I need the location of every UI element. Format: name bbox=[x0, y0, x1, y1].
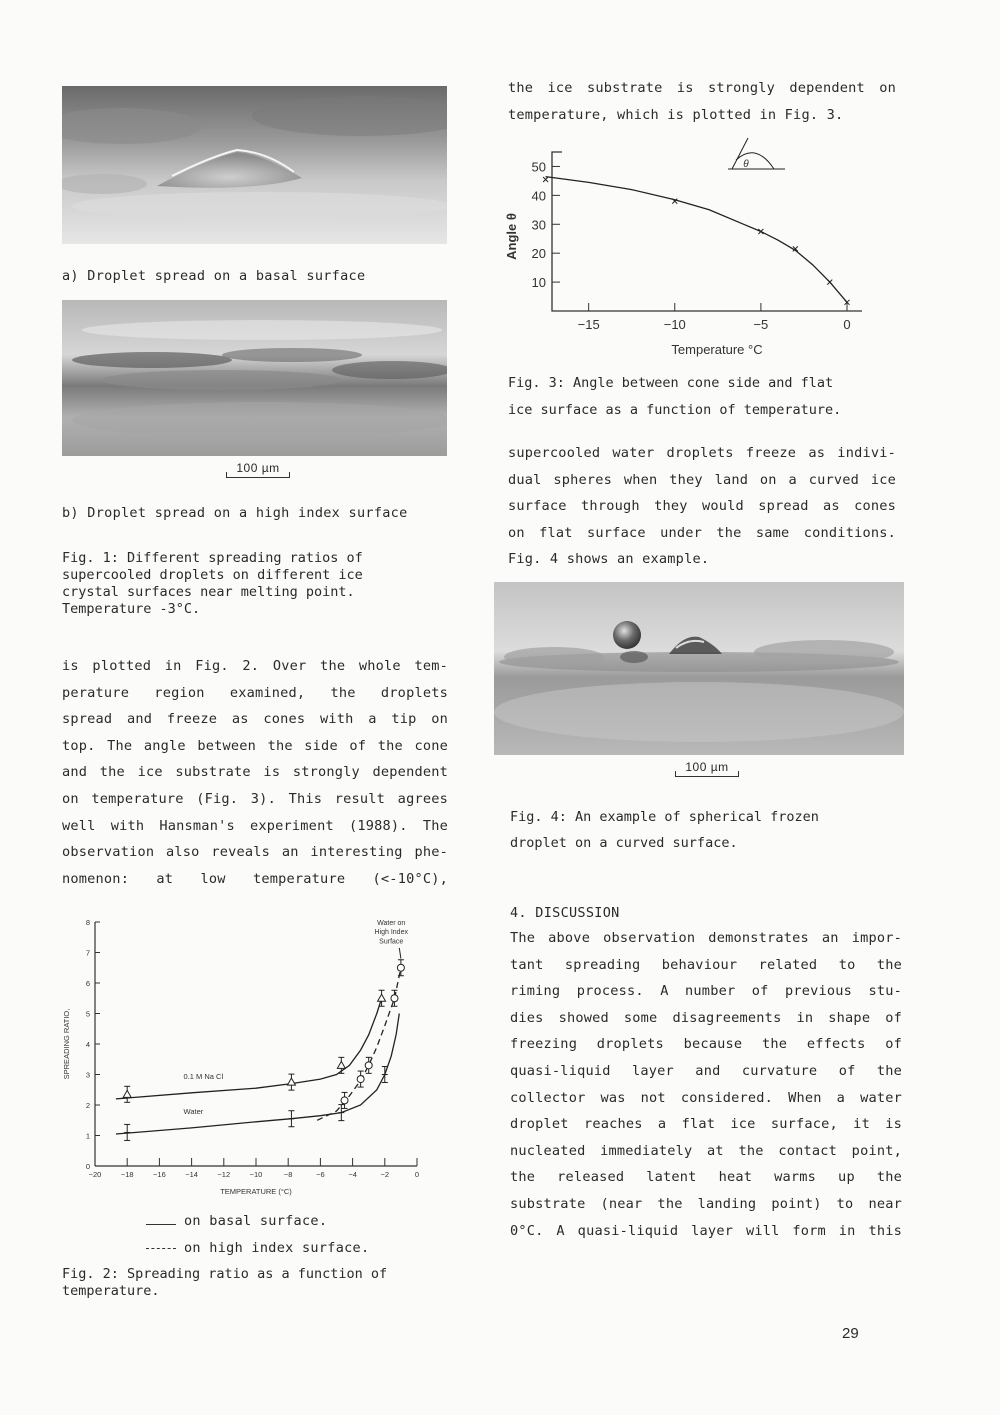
fig2-x-tick-label: −2 bbox=[380, 1170, 390, 1179]
fig2-x-tick-label: −10 bbox=[249, 1170, 263, 1179]
fig2-point-circle bbox=[357, 1076, 364, 1083]
fig2-annotation: Water bbox=[183, 1107, 204, 1117]
fig4-caption bbox=[510, 804, 900, 856]
fig2-annotation: 0.1 M Na Cl bbox=[183, 1072, 224, 1082]
text-line: The above observation demonstrates an impor- bbox=[510, 930, 902, 946]
fig2-x-tick-label: 0 bbox=[414, 1170, 420, 1179]
fig1-caption-line: supercooled droplets on different ice bbox=[62, 567, 363, 583]
fig3-inset-arc bbox=[736, 153, 774, 169]
legend-basal-label: on basal surface. bbox=[184, 1213, 328, 1229]
text-line: dies showed some disagreements in shape of bbox=[510, 1009, 902, 1026]
fig4-scale-label: 100 µm bbox=[685, 760, 729, 774]
fig4-photo bbox=[494, 582, 904, 755]
fig3-chart bbox=[500, 130, 880, 365]
fig2-annotation: Surface bbox=[379, 938, 404, 946]
fig2-x-tick-label: −12 bbox=[217, 1170, 231, 1179]
text-line: and the ice substrate is strongly dependent bbox=[62, 764, 448, 781]
fig1-scale-bar bbox=[226, 461, 290, 481]
fig3-series-line bbox=[546, 177, 847, 303]
fig3-axes bbox=[552, 152, 862, 311]
fig3-y-tick-label: 10 bbox=[531, 275, 546, 291]
discussion-text bbox=[510, 925, 902, 1244]
text-line: nucleated immediately at the contact point, bbox=[510, 1142, 902, 1159]
text-line: surface through they would spread as cones bbox=[508, 498, 896, 515]
fig2-point-triangle bbox=[123, 1090, 131, 1097]
fig1a-caption: a) Droplet spread on a basal surface bbox=[62, 268, 366, 284]
fig2-chart bbox=[55, 910, 450, 1205]
text-line: temperature, which is plotted in Fig. 3. bbox=[508, 106, 844, 123]
text-line: is plotted in Fig. 2. Over the whole tem- bbox=[62, 658, 448, 674]
fig2-y-tick-label: 1 bbox=[85, 1131, 90, 1141]
fig2-y-tick-label: 4 bbox=[85, 1040, 90, 1049]
text-line: droplet reaches a flat ice surface, it is bbox=[510, 1116, 902, 1133]
fig1-caption-line: Temperature -3°C. bbox=[62, 601, 201, 617]
fig3-x-label: Temperature °C bbox=[671, 342, 763, 357]
right-mid-text bbox=[508, 440, 896, 573]
fig4-scale-bar bbox=[675, 760, 739, 780]
fig2-y-tick-label: 7 bbox=[85, 948, 90, 958]
page-number: 29 bbox=[842, 1325, 859, 1342]
fig2-y-tick-label: 2 bbox=[85, 1101, 90, 1110]
text-line: substrate (near the landing point) to near bbox=[510, 1195, 902, 1212]
fig3-y-tick-label: 50 bbox=[531, 159, 546, 175]
fig2-y-tick-label: 6 bbox=[85, 979, 90, 988]
legend-high-label: on high index surface. bbox=[184, 1240, 370, 1256]
fig1-caption-line: crystal surfaces near melting point. bbox=[62, 584, 355, 600]
right-top-text bbox=[508, 75, 896, 128]
fig2-x-tick-label: −4 bbox=[348, 1170, 357, 1179]
fig3-y-tick-label: 40 bbox=[531, 188, 546, 204]
text-line: freezing droplets because the effects of bbox=[510, 1036, 902, 1053]
text-line: the ice substrate is strongly dependent on bbox=[508, 80, 896, 96]
text-line: spread and freeze as cones with a tip on bbox=[62, 711, 448, 728]
fig1-caption-line: Fig. 1: Different spreading ratios of bbox=[62, 550, 363, 566]
fig3-inset-theta: θ bbox=[743, 159, 749, 170]
fig3-point bbox=[758, 229, 763, 234]
fig2-y-tick-label: 8 bbox=[85, 918, 90, 927]
fig3-y-tick-label: 30 bbox=[531, 217, 546, 233]
fig2-point-triangle bbox=[378, 994, 386, 1001]
section-heading: 4. DISCUSSION bbox=[510, 905, 620, 921]
fig2-annotation: High Index bbox=[374, 929, 408, 937]
fig3-caption-line: ice surface as a function of temperature. bbox=[508, 402, 842, 418]
fig2-point-circle bbox=[341, 1097, 348, 1104]
fig3-y-tick-label: 20 bbox=[531, 246, 546, 262]
fig4-caption-line: Fig. 4: An example of spherical frozen bbox=[510, 809, 819, 825]
text-line: well with Hansman's experiment (1988). The bbox=[62, 817, 448, 834]
text-line: dual spheres when they land on a curved ice bbox=[508, 471, 896, 488]
text-line: quasi-liquid layer and curvature of the bbox=[510, 1062, 902, 1079]
fig1b-photo bbox=[62, 300, 447, 456]
fig2-point-triangle bbox=[287, 1078, 295, 1085]
fig2-x-tick-label: −18 bbox=[120, 1170, 134, 1179]
fig2-legend-high bbox=[146, 1240, 369, 1256]
text-line: top. The angle between the side of the cone bbox=[62, 737, 448, 754]
legend-solid-swatch bbox=[146, 1224, 176, 1225]
fig4-caption-line: droplet on a curved surface. bbox=[510, 835, 738, 851]
legend-dashed-swatch bbox=[146, 1248, 176, 1249]
fig2-y-tick-label: 5 bbox=[85, 1009, 90, 1019]
fig1a-photo bbox=[62, 86, 447, 244]
text-line: 0°C. A quasi-liquid layer will form in this bbox=[510, 1222, 902, 1239]
fig2-caption-line: temperature. bbox=[62, 1283, 160, 1299]
fig2-x-tick-label: −8 bbox=[283, 1170, 293, 1179]
fig3-point bbox=[827, 280, 832, 285]
fig2-annotation: Water on bbox=[377, 920, 406, 928]
fig2-point-circle bbox=[397, 964, 404, 971]
fig2-caption bbox=[62, 1266, 448, 1300]
text-line: the released latent heat warms up the bbox=[510, 1169, 902, 1186]
fig3-x-tick-label: 0 bbox=[843, 317, 851, 332]
text-line: perature region examined, the droplets bbox=[62, 684, 448, 701]
fig2-point-circle bbox=[365, 1062, 372, 1069]
fig2-point-circle bbox=[391, 995, 398, 1002]
fig2-series-line bbox=[116, 1014, 399, 1135]
fig2-x-label: TEMPERATURE (°C) bbox=[220, 1187, 292, 1196]
fig2-caption-line: Fig. 2: Spreading ratio as a function of bbox=[62, 1266, 388, 1282]
fig2-y-label: SPREADING RATIO, bbox=[62, 1008, 71, 1080]
fig2-x-tick-label: −6 bbox=[316, 1170, 325, 1179]
fig2-x-tick-label: −14 bbox=[185, 1170, 198, 1179]
fig2-series-line bbox=[317, 968, 401, 1121]
fig2-y-tick-label: 3 bbox=[85, 1070, 90, 1080]
text-line: riming process. A number of previous stu- bbox=[510, 983, 902, 1000]
fig2-x-tick-label: −16 bbox=[153, 1170, 166, 1179]
text-line: supercooled water droplets freeze as indivi- bbox=[508, 445, 896, 461]
left-body-text bbox=[62, 653, 448, 892]
fig2-legend-basal bbox=[146, 1213, 327, 1229]
fig3-caption-line: Fig. 3: Angle between cone side and flat bbox=[508, 375, 834, 391]
text-line: on flat surface under the same conditions. bbox=[508, 524, 896, 541]
text-line: tant spreading behaviour related to the bbox=[510, 956, 902, 973]
fig3-x-tick-label: −15 bbox=[577, 317, 600, 332]
text-line: nomenon: at low temperature (<-10°C), bbox=[62, 870, 448, 887]
fig1-scale-label: 100 µm bbox=[236, 461, 280, 475]
text-line: on temperature (Fig. 3). This result agrees bbox=[62, 790, 448, 807]
fig3-y-label: Angle θ bbox=[504, 213, 519, 260]
text-line: Fig. 4 shows an example. bbox=[508, 551, 710, 568]
fig2-series-line bbox=[116, 998, 382, 1099]
text-line: observation also reveals an interesting phe- bbox=[62, 844, 448, 861]
text-line: collector was not considered. When a water bbox=[510, 1089, 902, 1106]
fig3-x-tick-label: −5 bbox=[753, 317, 769, 332]
fig3-caption bbox=[508, 370, 896, 424]
fig1b-caption: b) Droplet spread on a high index surface bbox=[62, 505, 408, 521]
fig2-y-tick-label: 0 bbox=[85, 1162, 90, 1171]
fig1-caption bbox=[62, 550, 448, 618]
fig3-x-tick-label: −10 bbox=[663, 317, 686, 332]
fig2-point-triangle bbox=[337, 1061, 345, 1068]
fig2-x-tick-label: −20 bbox=[88, 1170, 102, 1179]
fig3-point bbox=[543, 177, 548, 182]
fig2-annotation-pointer bbox=[399, 948, 401, 959]
